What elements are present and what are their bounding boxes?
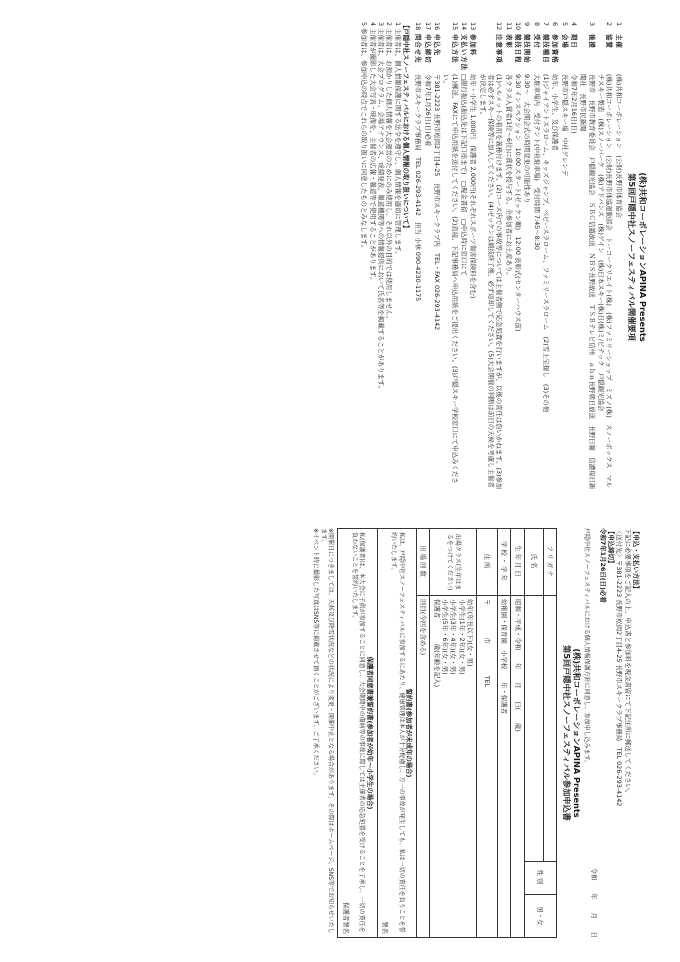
guideline-item (423, 22, 431, 492)
class-option[interactable]: 小学生(1年・2年)(女・男) (457, 599, 466, 675)
guideline-item-label: 参加資格 (551, 34, 560, 64)
guideline-item-number: 10 (514, 22, 523, 31)
guideline-item (460, 22, 468, 492)
guideline-item-value: 各クラス入賞者(1位〜6位)に賞状を授与する。全参加者にお土産あり。 (504, 74, 513, 279)
guideline-item-label: 申込締切 (423, 34, 432, 64)
guideline-item-value: (1)ヘルメットの着用を義務付けます。(2)コース内での事故等については主催者側で応急処置を行いますが、以後の責任は負いかねます。(3)参加者は必ずスキー保険等に加入してください。(4)ゼッケンは競技終了後、必ず返却してください。(5)大会開催の判断は前日の天候を考慮し主催者が決定します。 (478, 74, 504, 490)
guideline-item (478, 22, 503, 492)
class-label: 出場クラス(生年はまるをつけてください) (430, 529, 477, 596)
payment-method-title: 【申込・支払い方法】 (632, 528, 640, 592)
guardian-oath-title: 保護者同意書兼誓約書(参加者が幼年〜小学生の場合) (365, 656, 374, 810)
guideline-item-number: 13 (469, 22, 478, 31)
guideline-item-value: (1)郵送、FAXにて申込用紙を送付してください。(2)直接、下記事務局へ申込用紙をご提出ください。(3)戸隠スキー学校窓口にて申込みください。 (442, 74, 459, 484)
class-options[interactable] (430, 596, 477, 938)
guideline-item-value: 幼年・小学生 1,000円 保護者 2,000円(それぞれスポーツ傷害保険料を含む) (469, 74, 478, 299)
guideline-item-number: 6 (551, 22, 560, 27)
guideline-item-label: 後援 (587, 34, 596, 49)
guideline-item-label: 競技開始 (523, 34, 532, 64)
gender-label: 性別 (524, 862, 556, 895)
history-field[interactable]: 回目(今回を含める) (416, 596, 429, 938)
address-label: 住所 (476, 529, 497, 596)
guideline-item-label: 受付 (532, 34, 541, 49)
guideline-item-number: 7 (542, 22, 551, 27)
guideline-item (504, 22, 512, 492)
guideline-item (551, 22, 559, 492)
guideline-item-label: 協賛 (605, 34, 614, 49)
guideline-item-label: 競技日程 (514, 34, 523, 64)
guideline-item-value: 9:30〜 大会開会式の時間変更の可能性あり (523, 74, 532, 204)
address-field[interactable]: 〒 市 TEL (476, 596, 497, 938)
guideline-item (469, 22, 477, 492)
guideline-item-label: 会場 (560, 34, 569, 49)
guideline-item (570, 22, 578, 492)
guardian-sign-label: 保護者署名 (341, 902, 350, 934)
guidelines-items (414, 22, 623, 492)
guideline-item-number: 9 (523, 22, 532, 27)
guideline-item (414, 22, 422, 492)
guideline-item-number: 5 (560, 22, 569, 27)
guideline-item-value: 令和7年1月26日(日)必着 (423, 74, 432, 147)
application-date: 令和 年 月 日 (590, 867, 599, 938)
guideline-item-number: 14 (460, 22, 469, 31)
sign-label: 署名 (381, 921, 390, 934)
name-label: 氏名 (524, 529, 543, 596)
guideline-item-number: 17 (423, 22, 432, 31)
guideline-item-number: 8 (532, 22, 541, 27)
guideline-item-label: 競技種目 (542, 34, 551, 64)
guideline-item-label: 申込先 (433, 34, 442, 57)
guideline-item-number: 11 (504, 22, 513, 31)
history-label: 出場回数 (416, 529, 429, 596)
consent-line: 戸隠中社スノーフェスティバルにおける個人情報保護方針に同意し、参加申し込みます。 (583, 528, 591, 767)
guideline-item (433, 22, 441, 492)
payment-address: 〈送付先〉〒381-2223 長野市松岡2丁目4-25 長野市スキークラブ事務局 TEL 026-293-4142 (615, 528, 624, 807)
birth-field[interactable]: 昭和・平成・令和 年 月 日( 歳) (511, 596, 524, 938)
oath-title: 誓約書(参加者が未成年の場合) (404, 688, 413, 778)
guideline-item-number: 2 (605, 22, 614, 27)
school-field[interactable]: 幼稚園・保育園 小学校 年・保護者 (497, 596, 510, 938)
guideline-item-value: (株)共和コーポレーション (公財)長野市体協運動部会 トーコークリエイト(株) (株)ファミリーショップ ミズノ(株) スノーボックス マルチスキー製造 (株)スノーパーク (株)アドバンス (株)ゲイン (株)日本スキー(株)日(株)ミ/ビテック 戸隠観光協会 (597, 74, 614, 488)
guideline-item-value: 幼年、小学生、及び保護者 (551, 74, 560, 151)
guideline-item-label: 支払い方法 (460, 34, 469, 71)
class-options-list (432, 599, 474, 934)
guardian-oath-text: 私(保護者)は、本大会に子供が参加することに同意し、大会期間中の傷病等の事故に際しては主催者の応急処置を受けることを了承し、一切の責任を負わないことを誓約いたします。 (350, 532, 366, 933)
class-option[interactable]: 小学生(5年・6年)(女・男) (440, 599, 449, 675)
guideline-item (514, 22, 522, 492)
guideline-item (614, 22, 622, 492)
guideline-item-number: 12 (495, 22, 504, 31)
form-notes (311, 528, 334, 938)
guidelines-title-line2: 第5回戸隠中社スノーフェスティバル開催要項 (627, 173, 638, 341)
gender-options[interactable]: 男・女 (524, 895, 556, 938)
guideline-item-value: 長野市戸隠スキー場 中社ゲレンデ (560, 74, 569, 176)
class-option[interactable]: 幼年(年長以下)(女・男) (465, 599, 474, 667)
guideline-item (597, 22, 614, 492)
guideline-item-label: 表彰 (504, 34, 513, 49)
form-note: ※イベント時に撮影した写真はSNS等に掲載させて頂くことがございます。ご了承ください。 (311, 528, 319, 779)
guideline-item-label: 参加料 (469, 34, 478, 57)
form-title-line1: (株)共和コーポレーションAPINA Presents (572, 648, 583, 818)
guideline-item (542, 22, 550, 492)
guideline-item-number: 1 (614, 22, 623, 27)
privacy-item: 4 主催者が撮影した大会写真・映像を、主催者の広報・報道等で使用することがあります。 (368, 22, 377, 284)
deadline-text: 令和7年1月26日(日)必着 (598, 528, 607, 603)
privacy-title: 【戸隠中社スノーフェスティバルにおける個人情報の取り扱いについて】 (402, 22, 411, 232)
school-label: 学校・学年 (497, 529, 510, 596)
guideline-item (532, 22, 540, 492)
class-option[interactable]: 保護者 歳(年齢を記入) (432, 599, 441, 688)
guideline-item-value: 大駐車場内 受付テント(中社駐車場) 受付時間 7:45〜8:30 (532, 74, 541, 250)
class-option[interactable]: 小学生(3年・4年)(女・男) (449, 599, 458, 675)
guideline-item-value: (1)ジャイアントスラローム、キッズジャンプ、ベビースラローム、ファミリースラローム (2)雪上宝探し (3)その他 (542, 74, 551, 413)
guideline-item-number: 4 (570, 22, 579, 27)
privacy-item: 5 参加者は、参加申込の時点でこれらの取り扱いに同意したものとみなします。 (360, 22, 369, 252)
guideline-item-value: (株)共和コーポレーション (公財)長野市体育協会 (614, 74, 623, 218)
guideline-item-number: 16 (433, 22, 442, 31)
application-form-section (12, 528, 640, 938)
guideline-item-label: 期日 (570, 34, 579, 49)
form-title-line2: 第5回戸隠中社スノーフェスティバル参加申込書 (561, 645, 572, 821)
privacy-item: 2 主催者は、お預かりした個人情報を大会運営のためにのみ使用し、それ以外の目的では使用しません。 (385, 22, 394, 323)
furigana-label: フリガナ (543, 529, 556, 596)
guideline-item-number: 3 (587, 22, 596, 27)
guideline-item-number: 18 (414, 22, 423, 31)
guideline-item-label: 主催 (614, 34, 623, 49)
form-note: ※開催日につきましては、天候及び降雪状況などの状況により変更・開催中止となる場合があります。その際はホームページ、SNS等でお知らせいたします。 (319, 528, 335, 934)
guidelines-title-line1: (株)共和コーポレーションAPINA Presents (638, 172, 648, 342)
guideline-item-label: 注意事項 (495, 34, 504, 64)
privacy-item: 3 主催者は、大会プログラム、会場アナウンス、成績発表、報道機関等への情報提供において氏名等を掲載することがあります。 (377, 22, 386, 392)
guideline-item-value: 長野市 長野市教育委員会 戸隠観光協会 ＳＢＣ信越放送 ＮＢＳ長野放送 ＴＳＢテレビ信州 ａｂｎ長野朝日放送 長野日報 信濃毎日新聞社 長野市民新聞 (579, 74, 596, 490)
guideline-item-value: 令和7年2月16日(日) (570, 74, 579, 134)
guideline-item (442, 22, 459, 492)
guideline-item-label: 申込方法 (450, 34, 459, 64)
guideline-item-value: 〒381-2223 長野市松岡2丁目4-25 長野市スキークラブ内 TEL・FAX 026-293-4142 (433, 74, 442, 331)
guideline-item-number: 15 (450, 22, 459, 31)
guideline-item-label: 問合せ先 (414, 34, 423, 64)
guideline-item-value: 9:30 インスペクション 10:00 スタート(ゼッケン順) 12:00 表彰式(センターハウス前) (514, 74, 523, 332)
guideline-item-value: 長野市スキークラブ事務局 TEL 026-293-4142 担当 小林 090-4230-1175 (414, 74, 423, 302)
privacy-items (360, 22, 402, 492)
payment-method-text: 下記に必要事項をご記入の上、申込書と参加料を現金書留にて下記住所に郵送してください。 (623, 528, 632, 797)
application-form-table (416, 528, 557, 938)
oath-text: 私は、戸隠中社スノーフェスティバルに参加するにあたり、健康管理は本人が十分配慮し、万一の事故が発生しても、私は一切の責任を負うことを誓約いたします。 (389, 532, 405, 933)
deadline-title: 【申込締切】 (607, 528, 616, 567)
guideline-item (560, 22, 568, 492)
birth-label: 生年月日 (511, 529, 524, 596)
name-field[interactable] (524, 596, 543, 862)
guideline-item-value: □銀行振込(振込先は下記口座まで) □現金書留 □申込時に窓口にて (460, 74, 469, 277)
privacy-item: 1 主催者は、個人情報保護に関する法令を遵守し、個人情報を適切に管理します。 (393, 22, 402, 258)
furigana-field[interactable] (543, 596, 556, 862)
guideline-item (579, 22, 596, 492)
guideline-item (523, 22, 531, 492)
event-guidelines (18, 22, 648, 492)
